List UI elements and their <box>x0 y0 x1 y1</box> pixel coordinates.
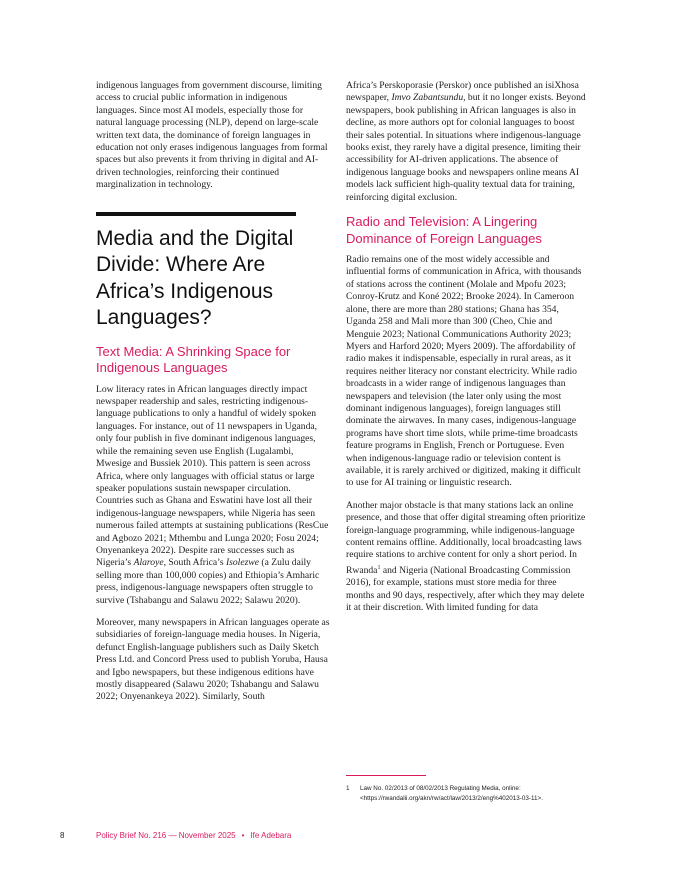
left-column <box>96 80 330 714</box>
publication-label: Policy Brief No. 216 — November 2025 <box>96 831 236 840</box>
paragraph-book-publishing: Africa’s Perskoporasie (Perskor) once published an isiXhosa newspaper, Imvo Zabantsundu, but it no longer exists. Beyond newspapers, book publishing in African languages is also in decline, as more authors opt for colonial languages to boost their sales potential. In situations where indigenous-language books exist, they rarely have a digital presence, limiting their accessibility for AI-driven applications. The absence of indigenous language books and newspapers online means AI models lack sufficient high-quality textual data for training, reinforcing digital exclusion. <box>346 80 586 203</box>
subheading-text-media: Text Media: A Shrinking Space for Indigenous Languages <box>96 343 291 376</box>
paragraph-radio: Radio remains one of the most widely accessible and influential forms of communication in Africa, with thousands of stations across the continent (Molale and Mpofu 2023; Conroy-Krutz and Koné 2022; Brooke 2024). In Cameroon alone, there are more than 280 stations; Ghana has 354, Uganda 258 and Mali more than 300 (Cheo, Chie and Menguie 2023; National Communications Authority 2023; Myers and Harford 2020; Myers 2009). The affordability of radio makes it indispensable, especially in rural areas, as it requires neither literacy nor constant electricity. While radio broadcasts in a wider range of indigenous languages than newspapers and television (the later only using the most dominant indigenous languages), foreign languages still dominate the airwaves. In many cases, indigenous-language programs have short time slots, while prime-time broadcasts feature programs in English, French or Portuguese. Even when indigenous-language radio or television content is available, it is rarely archived or digitized, making it difficult to use for AI training or linguistic research. <box>346 254 582 489</box>
page-number: 8 <box>60 831 65 840</box>
section-heading: Media and the Digital Divide: Where Are Africa’s Indigenous Languages? <box>96 226 294 330</box>
footnote-ref[interactable]: 1 <box>377 564 381 571</box>
paragraph-subsidiaries: Moreover, many newspapers in African languages operate as subsidiaries of foreign-language media houses. In Nigeria, defunct English-language publishers such as Daily Sketch Press Ltd. and Concord Press used to publish Yoruba, Hausa and Igbo newspapers, but these indigenous editions have mostly disappeared (Salawu 2020; Tshabangu and Salawu 2022; Onyenankeya 2022). Similarly, South <box>96 616 330 703</box>
section-rule <box>96 212 296 216</box>
footer-citation <box>96 831 291 840</box>
subheading-radio-tv: Radio and Television: A Lingering Dominance of Foreign Languages <box>346 214 542 246</box>
footnote-number: 1 <box>346 785 350 792</box>
paragraph-archiving: Another major obstacle is that many stations lack an online presence, and those that offer digital streaming often prioritize foreign-language programming, while indigenous-language content remains offline. Additionally, local broadcasting laws require stations to archive content for only a short period. In Rwanda$^1$ and Nigeria (National Broadcasting Commission 2016), for example, stations must store media for three months and 90 days, respectively, after which they may delete it at their discretion. With limited funding for data <box>346 499 586 614</box>
footnote-rule <box>346 775 426 776</box>
intro-paragraph: indigenous languages from government discourse, limiting access to crucial public information in indigenous languages. Since most AI models, especially those for natural language processing (NLP), depend on large-scale written text data, the dominance of foreign languages in education not only erases indigenous languages from formal spaces but also prevents it from thriving in digital and AI-driven technologies, reinforcing their continued marginalization in technology. <box>96 80 328 191</box>
footnote <box>346 784 596 804</box>
paragraph-newspapers: Low literacy rates in African languages directly impact newspaper readership and sales, restricting indigenous-language publications to only a handful of widely spoken languages. For instance, out of 11 newspapers in Uganda, only four publish in five dominant indigenous languages, while the remaining seven use English (Lugalambi, Mwesige and Bussiek 2010). This pattern is seen across Africa, where only languages with official status or large speaker populations sustain newspaper circulation. Countries such as Ghana and Eswatini have lost all their indigenous-language newspapers, while Nigeria has seen numerous failed attempts at sustaining publications (ResCue and Agbozo 2021; Mthembu and Lunga 2020; Fosu 2024; Onyenankeya 2022). Despite rare successes such as Nigeria’s Alaroye, South Africa’s Isolezwe (a Zulu daily selling more than 100,000 copies) and Ethiopia’s Amharic press, indigenous-language newspapers often struggle to survive (Tshabangu and Salawu 2022; Salawu 2020). <box>96 383 329 606</box>
footer-separator: • <box>241 831 245 840</box>
footnote-text: Law No. 02/2013 of 08/02/2013 Regulating Media, online: <https://rwandalii.org/akn/rw/act/law/2013/2/eng%402013-03-11>. <box>360 785 543 802</box>
right-column <box>346 80 586 625</box>
author-name: Ife Adebara <box>250 831 292 840</box>
